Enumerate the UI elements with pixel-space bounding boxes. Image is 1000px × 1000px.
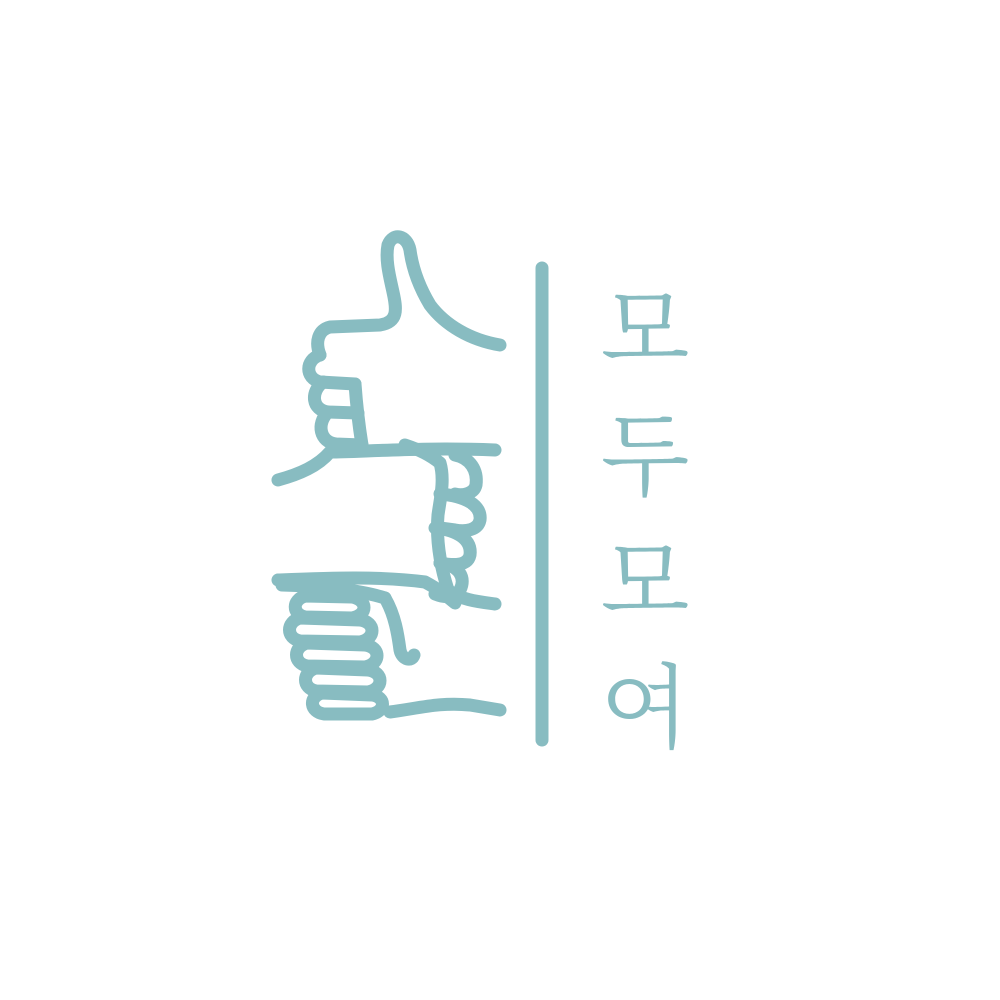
bottom-hand-wrist <box>390 704 500 712</box>
thumbs-up-hand-palm <box>355 384 362 445</box>
brand-char-2: 두 <box>600 403 690 510</box>
brand-char-3: 모 <box>600 529 690 636</box>
bottom-hand-finger-5 <box>312 693 382 714</box>
thumbs-up-hand-finger-1 <box>309 355 355 384</box>
bottom-hand-thumb <box>385 598 414 659</box>
thumbs-up-hand-thumb <box>318 237 500 355</box>
brand-name-vertical <box>590 268 700 772</box>
middle-hand-knuckle-1 <box>455 455 476 495</box>
brand-char-4: 여 <box>600 655 690 762</box>
brand-char-1: 모 <box>600 277 690 384</box>
hands-group <box>278 237 500 714</box>
